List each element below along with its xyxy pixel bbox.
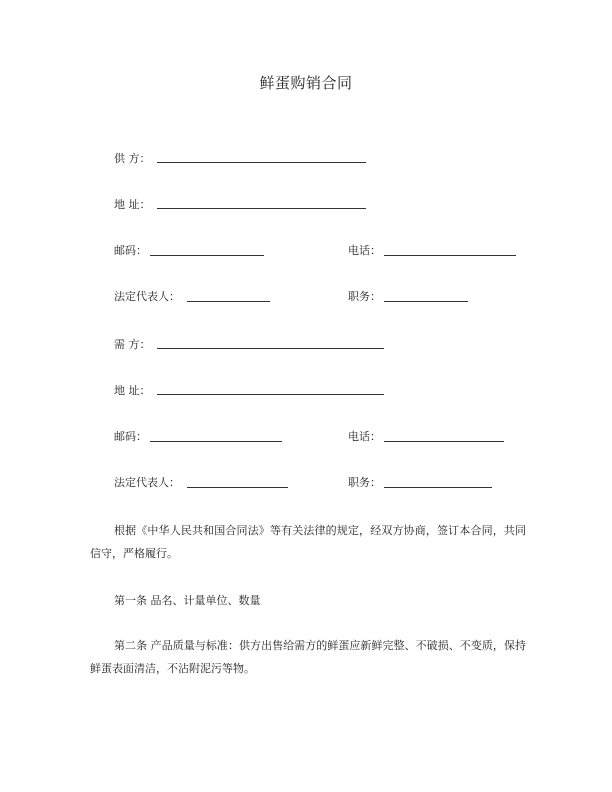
supplier-position-label: 职务： [348, 290, 381, 303]
buyer-label: 需 方： [114, 338, 151, 351]
supplier-postcode-label: 邮码： [114, 244, 147, 257]
buyer-phone-field[interactable] [384, 429, 504, 442]
buyer-legal-rep-field[interactable] [187, 475, 288, 488]
supplier-phone-label: 电话： [348, 244, 381, 257]
buyer-position-field[interactable] [384, 475, 492, 488]
supplier-name-field[interactable] [157, 150, 366, 163]
supplier-legal-rep-label: 法定代表人： [114, 290, 180, 303]
supplier-address-field[interactable] [157, 196, 366, 209]
supplier-postcode-field[interactable] [150, 243, 264, 256]
buyer-postcode-label: 邮码： [114, 430, 147, 443]
buyer-address-field[interactable] [157, 382, 384, 395]
supplier-position-field[interactable] [384, 289, 468, 302]
buyer-address-label: 地 址： [114, 384, 151, 397]
article-2-paragraph: 第二条 产品质量与标准：供方出售给需方的鲜蛋应新鲜完整、不破损、不变质，保持鲜蛋表面清洁，不沾附泥污等物。 [90, 639, 526, 675]
supplier-label: 供 方： [114, 152, 151, 165]
preamble-paragraph: 根据《中华人民共和国合同法》等有关法律的规定，经双方协商，签订本合同，共同信守，严格履行。 [90, 524, 526, 560]
buyer-legal-rep-label: 法定代表人： [114, 476, 180, 489]
supplier-legal-rep-field[interactable] [187, 289, 270, 302]
buyer-position-label: 职务： [348, 476, 381, 489]
supplier-address-label: 地 址： [114, 198, 151, 211]
document-title: 鲜蛋购销合同 [259, 74, 353, 92]
buyer-name-field[interactable] [157, 336, 384, 349]
buyer-phone-label: 电话： [348, 430, 381, 443]
buyer-postcode-field[interactable] [150, 429, 282, 442]
supplier-phone-field[interactable] [384, 243, 516, 256]
article-1-heading: 第一条 品名、计量单位、数量 [114, 594, 261, 607]
